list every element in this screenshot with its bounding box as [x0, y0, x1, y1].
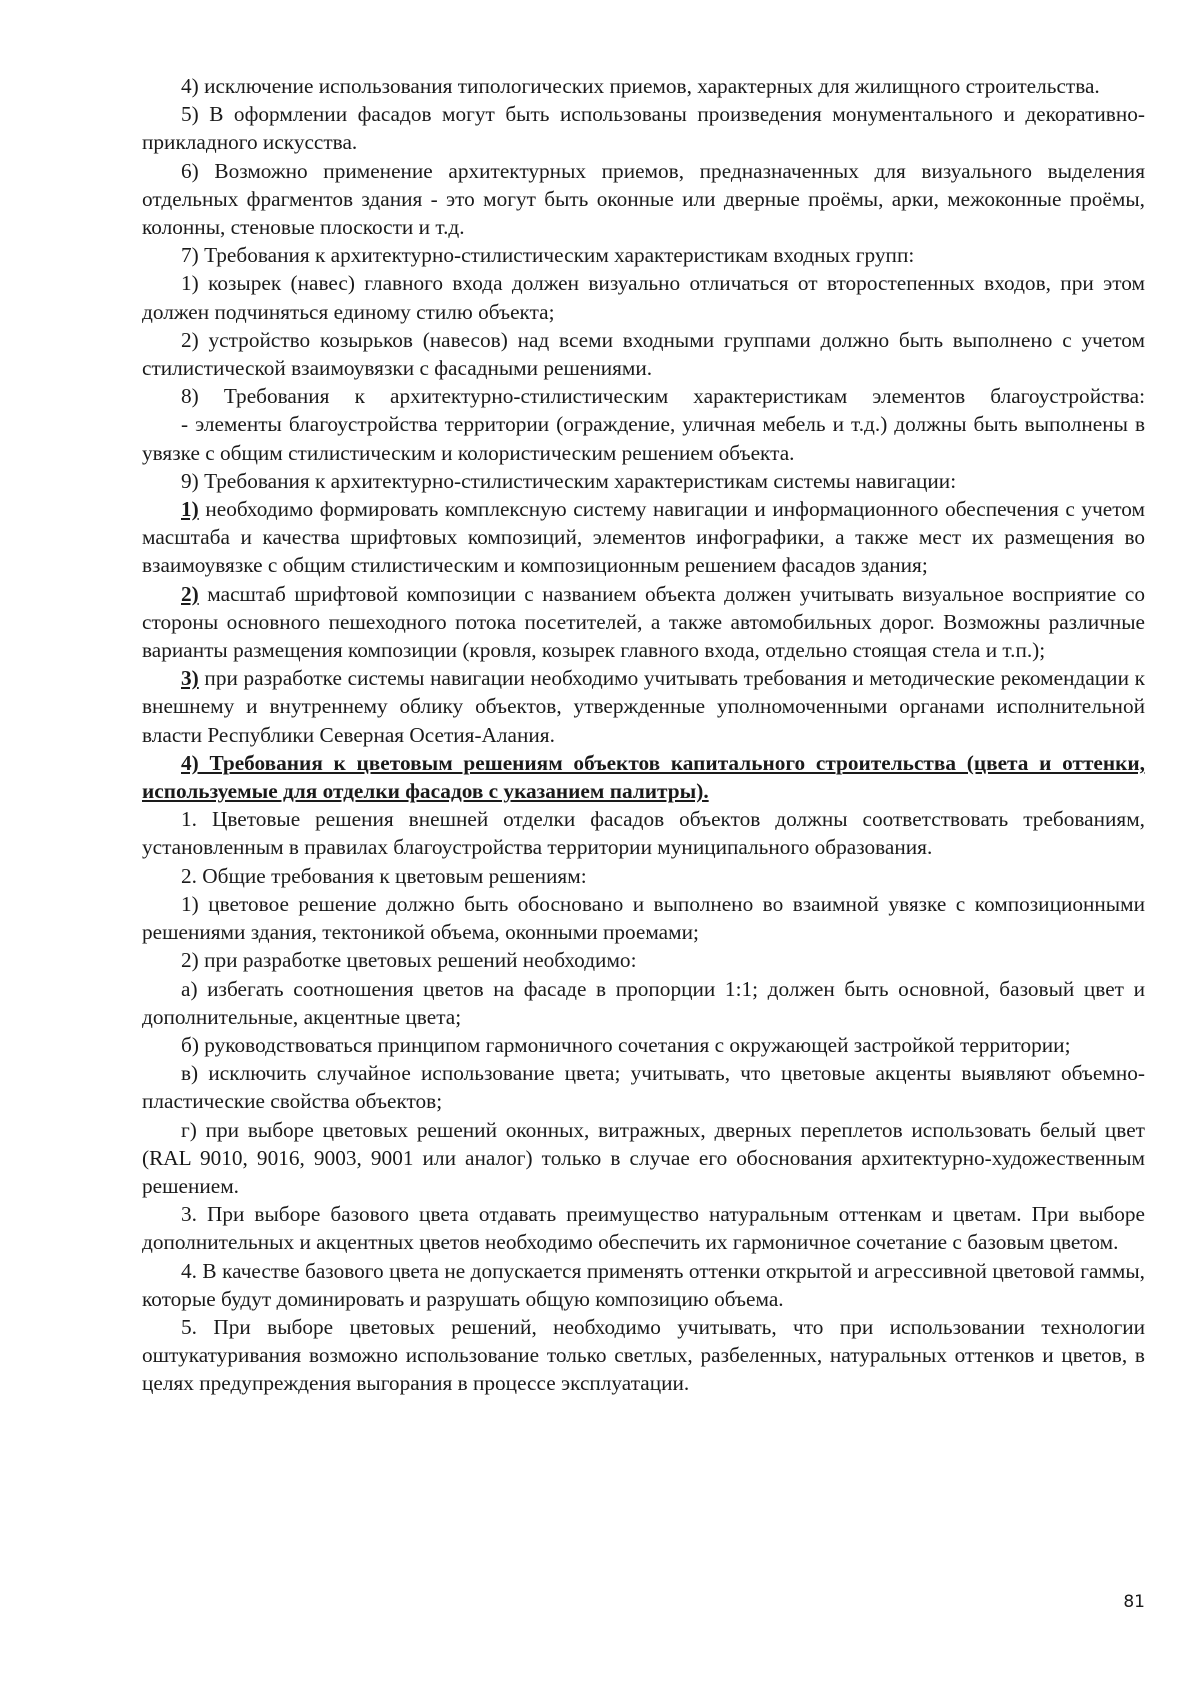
paragraph-entrance-1: 1) козырек (навес) главного входа должен визуально отличаться от второстепенных входов, при этом должен подчиняться единому стилю объекта;	[142, 271, 1145, 324]
paragraph-navigation-1: 1) необходимо формировать комплексную систему навигации и информационного обеспечения с учетом масштаба и качества шрифтовых композиций, элементов инфографики, а также мест их размещения во взаимоувязке с общим стилистическим и композиционным решением фасадов здания;	[142, 497, 1145, 578]
paragraph-item-6: 6) Возможно применение архитектурных приемов, предназначенных для визуального выделения отдельных фрагментов здания - это могут быть оконные или дверные проёмы, арки, межоконные проёмы, колонны, стеновые плоскости и т.д.	[142, 158, 1145, 240]
paragraph-color-5: 5. При выборе цветовых решений, необходимо учитывать, что при использовании технологии оштукатуривания возможно использование только светлых, разбеленных, натуральных оттенков и цветов, в целях предупреждения выгорания в процессе эксплуатации.	[142, 1314, 1145, 1396]
paragraph-navigation-3: 3) при разработке системы навигации необходимо учитывать требования и методические рекомендации к внешнему и внутреннему облику объектов, утвержденные уполномоченными органами исполнительной власти Республики Северная Осетия-Алания.	[142, 666, 1145, 747]
paragraph-color-b: б) руководствоваться принципом гармоничного сочетания с окружающей застройкой территории;	[181, 1032, 1071, 1057]
subitem-number: 3)	[181, 666, 199, 691]
paragraph-color-1: 1. Цветовые решения внешней отделки фасадов объектов должны соответствовать требованиям, установленным в правилах благоустройства территории муниципального образования.	[142, 807, 1145, 860]
paragraph-item-4: 4) исключение использования типологических приемов, характерных для жилищного строительства.	[181, 74, 1100, 98]
document-body	[142, 72, 1145, 1398]
paragraph-color-4: 4. В качестве базового цвета не допускается применять оттенки открытой и агрессивной цветовой гаммы, которые будут доминировать и разрушать общую композицию объема.	[142, 1258, 1145, 1311]
paragraph-color-2-1: 1) цветовое решение должно быть обосновано и выполнено во взаимной увязке с композиционными решениями здания, тектоникой объема, оконными проемами;	[142, 891, 1145, 945]
page-number: 81	[1123, 1592, 1145, 1612]
paragraph-item-8: 8) Требования к архитектурно-стилистическим характеристикам элементов благоустройства:	[181, 384, 1145, 409]
paragraph-color-3: 3. При выборе базового цвета отдавать преимущество натуральным оттенкам и цветам. При выборе дополнительных и акцентных цветов необходимо обеспечить их гармоничное сочетание с базовым цветом.	[142, 1202, 1145, 1255]
paragraph-item-5: 5) В оформлении фасадов могут быть использованы произведения монументального и декоративно-прикладного искусства.	[142, 102, 1145, 155]
paragraph-item-7: 7) Требования к архитектурно-стилистическим характеристикам входных групп:	[181, 243, 915, 268]
paragraph-color-2-2: 2) при разработке цветовых решений необходимо:	[181, 948, 637, 973]
paragraph-color-a: а) избегать соотношения цветов на фасаде в пропорции 1:1; должен быть основной, базовый цвет и дополнительные, акцентные цвета;	[142, 976, 1145, 1029]
paragraph-color-2: 2. Общие требования к цветовым решениям:	[181, 863, 587, 888]
section-heading-color: 4) Требования к цветовым решениям объектов капитального строительства (цвета и оттенки, используемые для отделки фасадов с указанием палитры).	[142, 750, 1145, 804]
paragraph-landscaping: - элементы благоустройства территории (ограждение, уличная мебель и т.д.) должны быть выполнены в увязке с общим стилистическим и колористическим решением объекта.	[142, 412, 1145, 465]
paragraph-entrance-2: 2) устройство козырьков (навесов) над всеми входными группами должно быть выполнено с учетом стилистической взаимоувязки с фасадными решениями.	[142, 327, 1145, 381]
subitem-number: 1)	[181, 497, 199, 522]
paragraph-color-g: г) при выборе цветовых решений оконных, витражных, дверных переплетов использовать белый цвет (RAL 9010, 9016, 9003, 9001 или аналог) только в случае его обоснования архитектурно-художественным решением.	[142, 1117, 1145, 1198]
subitem-number: 2)	[181, 581, 199, 606]
paragraph-item-9: 9) Требования к архитектурно-стилистическим характеристикам системы навигации:	[181, 468, 957, 493]
paragraph-navigation-2: 2) масштаб шрифтовой композиции с названием объекта должен учитывать визуальное восприятие со стороны основного пешеходного потока посетителей, а также автомобильных дорог. Возможны различные варианты размещения композиции (кровля, козырек главного входа, отдельно стоящая стела и т.п.);	[142, 581, 1145, 663]
paragraph-color-v: в) исключить случайное использование цвета; учитывать, что цветовые акценты выявляют объемно-пластические свойства объектов;	[142, 1061, 1145, 1114]
